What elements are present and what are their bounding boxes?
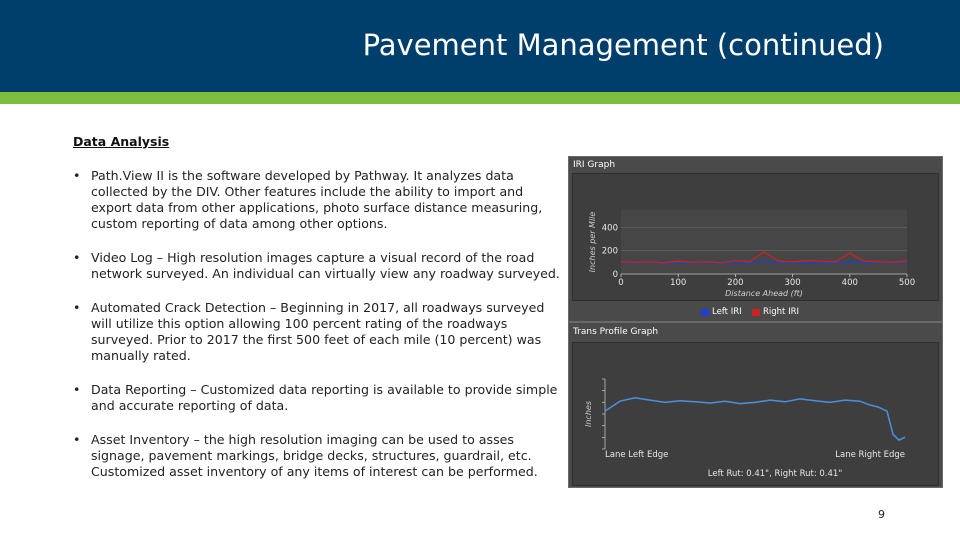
iri-plot-frame xyxy=(572,173,939,301)
iri-y-tick-label: 200 xyxy=(601,246,618,257)
iri-x-tick-label: 500 xyxy=(898,278,916,288)
iri-x-tick-label: 400 xyxy=(841,278,858,288)
bullet-item: • Video Log – High resolution images capture a visual record of the road network surveyed. An individual can virtually view any roadway surveyed. xyxy=(73,250,563,282)
bullet-item: • Asset Inventory – the high resolution imaging can be used to asses signage, pavement markings, bridge decks, structures, guardrail, etc. Customized asset inventory of any items of interest can be performed. xyxy=(73,432,563,480)
trans-profile-title: Trans Profile Graph xyxy=(573,327,659,337)
legend-right-iri: Right IRI xyxy=(763,307,800,317)
slide-title: Pavement Management (continued) xyxy=(362,28,884,62)
iri-x-tick-label: 100 xyxy=(670,278,687,288)
iri-y-tick-label: 0 xyxy=(612,270,618,280)
trans-plot-frame xyxy=(572,342,939,486)
trans-y-axis-title: Inches xyxy=(584,401,593,427)
iri-graph-panel xyxy=(568,156,943,322)
header-accent-stripe xyxy=(0,92,960,104)
iri-chart xyxy=(573,174,938,300)
iri-x-tick-label: 300 xyxy=(784,278,801,288)
iri-y-tick-label: 400 xyxy=(601,223,618,234)
lane-left-edge-label: Lane Left Edge xyxy=(605,450,669,460)
iri-plot-area xyxy=(621,210,907,274)
trans-profile-line xyxy=(605,398,905,440)
bullet-item: • Path.View II is the software developed by Pathway. It analyzes data collected by the DIV. Other features include the ability to import and export data from other applications, photo surface distance measuring, custom reporting of data among other options. xyxy=(73,168,563,232)
left-iri-swatch xyxy=(701,309,709,316)
bullet-item: • Data Reporting – Customized data reporting is available to provide simple and accurate reporting of data. xyxy=(73,382,563,414)
iri-x-tick-label: 200 xyxy=(727,278,744,288)
bullet-list xyxy=(73,168,563,498)
rut-annotation: Left Rut: 0.41", Right Rut: 0.41" xyxy=(707,469,843,479)
trans-profile-chart xyxy=(573,343,938,485)
iri-x-axis-title: Distance Ahead (ft) xyxy=(725,289,803,298)
trans-profile-panel xyxy=(568,322,943,488)
page-number: 9 xyxy=(878,508,885,521)
bullet-item: • Automated Crack Detection – Beginning in 2017, all roadways surveyed will utilize this option allowing 100 percent rating of the roadways surveyed. Prior to 2017 the first 500 feet of each mile (10 percent) was manually rated. xyxy=(73,300,563,364)
right-iri-swatch xyxy=(752,309,760,316)
iri-x-tick-label: 0 xyxy=(618,278,624,288)
iri-y-axis-title: Inches per Mile xyxy=(588,211,597,273)
lane-right-edge-label: Lane Right Edge xyxy=(835,450,905,460)
iri-graph-title: IRI Graph xyxy=(573,160,616,170)
section-title: Data Analysis xyxy=(73,134,170,149)
legend-left-iri: Left IRI xyxy=(712,307,742,317)
